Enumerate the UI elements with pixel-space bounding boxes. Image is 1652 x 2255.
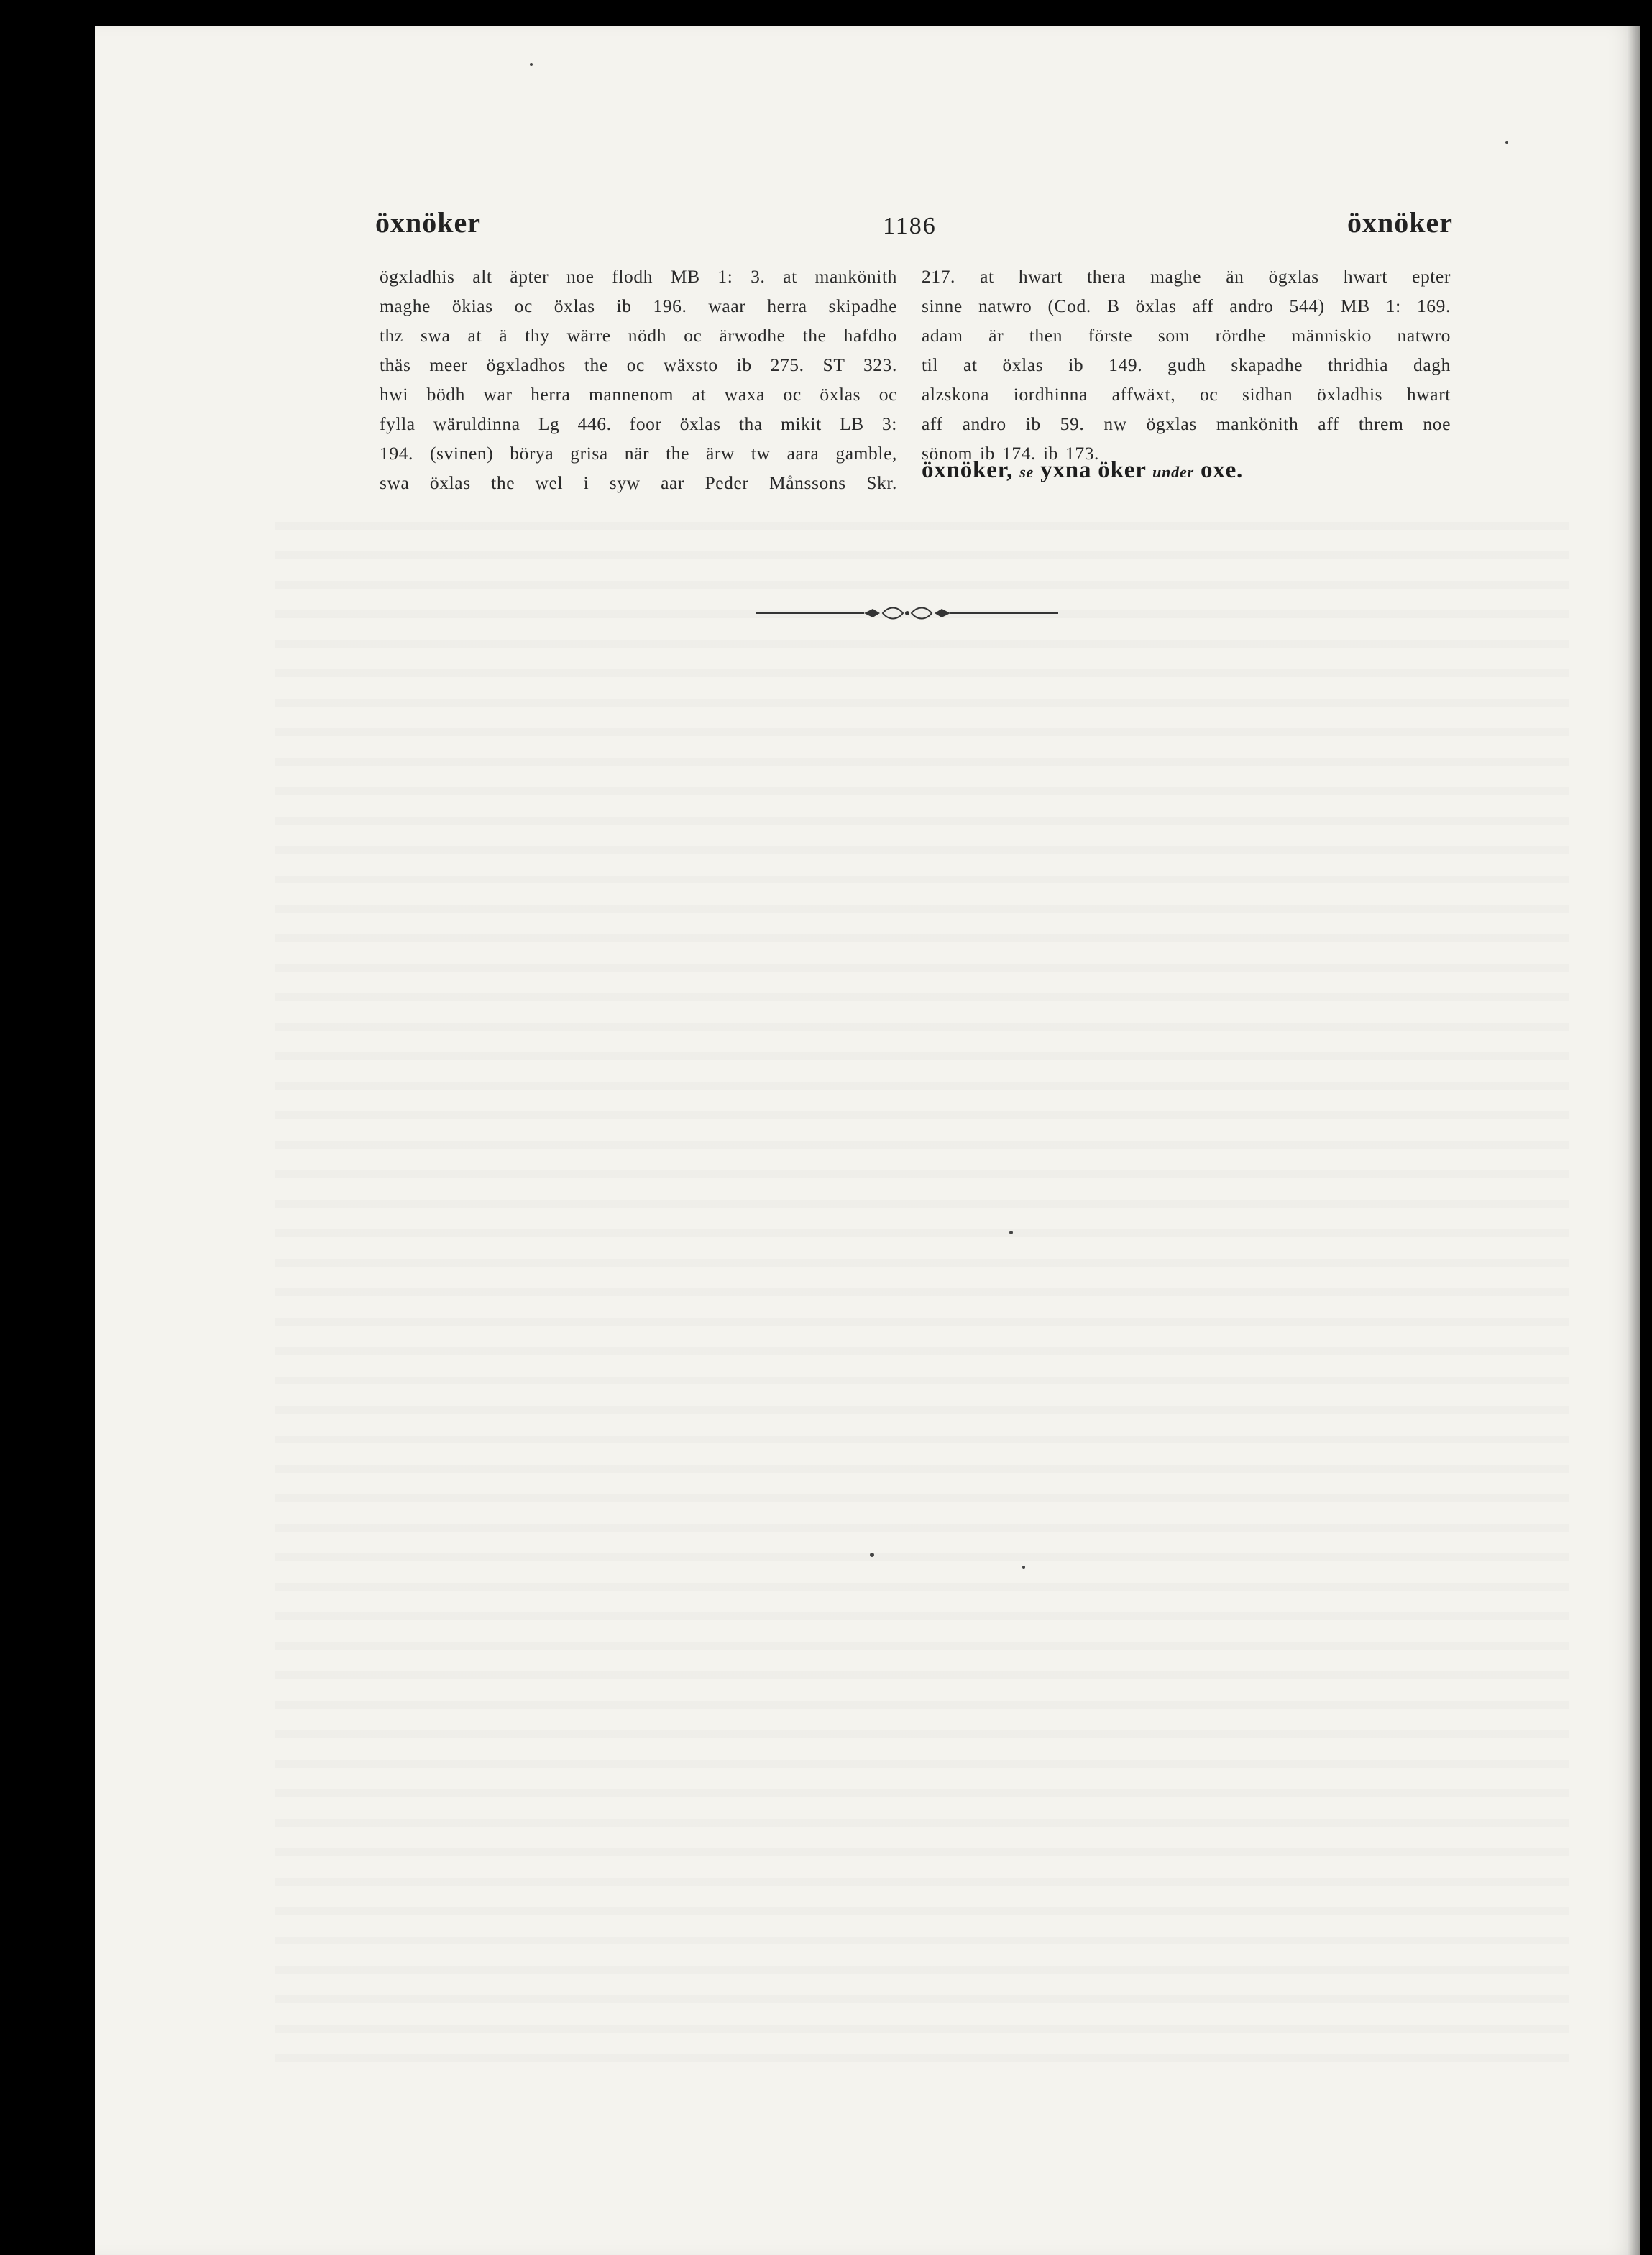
header-left-word: öxnöker bbox=[375, 206, 481, 239]
text-line: thz swa at ä thy wärre nödh oc ärwodhe the hafdho bbox=[380, 325, 897, 346]
text-line: fylla wäruldinna Lg 446. foor öxlas tha mikit LB 3: bbox=[380, 413, 897, 434]
text-line: maghe ökias oc öxlas ib 196. waar herra skipadhe bbox=[380, 295, 897, 316]
entry-reference-word: yxna öker bbox=[1040, 457, 1147, 483]
decorative-rule-icon bbox=[756, 602, 1058, 624]
text-line: aff andro ib 59. nw ögxlas mankönith aff threm noe bbox=[922, 413, 1451, 434]
text-line: 194. (svinen) börya grisa när the ärw tw aara gamble, bbox=[380, 443, 897, 464]
text-line: thäs meer ögxladhos the oc wäxsto ib 275. ST 323. bbox=[380, 354, 897, 375]
paper-speck bbox=[1009, 1231, 1013, 1234]
text-line: swa öxlas the wel i syw aar Peder Månssons Skr. bbox=[380, 472, 897, 493]
paper-speck bbox=[1022, 1566, 1025, 1569]
entry-target-word: oxe. bbox=[1200, 457, 1244, 483]
right-text-column bbox=[922, 262, 1451, 468]
page-number: 1186 bbox=[883, 213, 937, 239]
paper-speck bbox=[530, 63, 533, 66]
page-sheet bbox=[95, 26, 1640, 2255]
text-line: 217. at hwart thera maghe än ögxlas hwart epter bbox=[922, 266, 1451, 287]
text-line: adam är then förste som rördhe människio natwro bbox=[922, 325, 1451, 346]
header-right-word: öxnöker bbox=[1347, 206, 1453, 239]
entry-headword: öxnöker, bbox=[922, 457, 1014, 483]
text-line: sinne natwro (Cod. B öxlas aff andro 544) MB 1: 169. bbox=[922, 295, 1451, 316]
text-line: til at öxlas ib 149. gudh skapadhe thridhia dagh bbox=[922, 354, 1451, 375]
text-line: alzskona iordhinna affwäxt, oc sidhan öxladhis hwart bbox=[922, 384, 1451, 405]
text-line: ögxladhis alt äpter noe flodh MB 1: 3. at mankönith bbox=[380, 266, 897, 287]
left-text-column bbox=[380, 262, 897, 497]
running-header bbox=[95, 191, 1640, 239]
text-line: hwi bödh war herra mannenom at waxa oc öxlas oc bbox=[380, 384, 897, 405]
page-edge-shadow bbox=[1628, 26, 1640, 2255]
paper-speck bbox=[1505, 141, 1508, 144]
entry-under-label: under bbox=[1152, 463, 1194, 481]
text-line: sönom ib 174. ib 173. bbox=[922, 443, 1100, 464]
entry-se-label: se bbox=[1019, 463, 1034, 481]
dictionary-entry bbox=[922, 457, 1243, 484]
show-through-texture bbox=[275, 500, 1569, 2082]
paper-speck bbox=[870, 1553, 874, 1557]
